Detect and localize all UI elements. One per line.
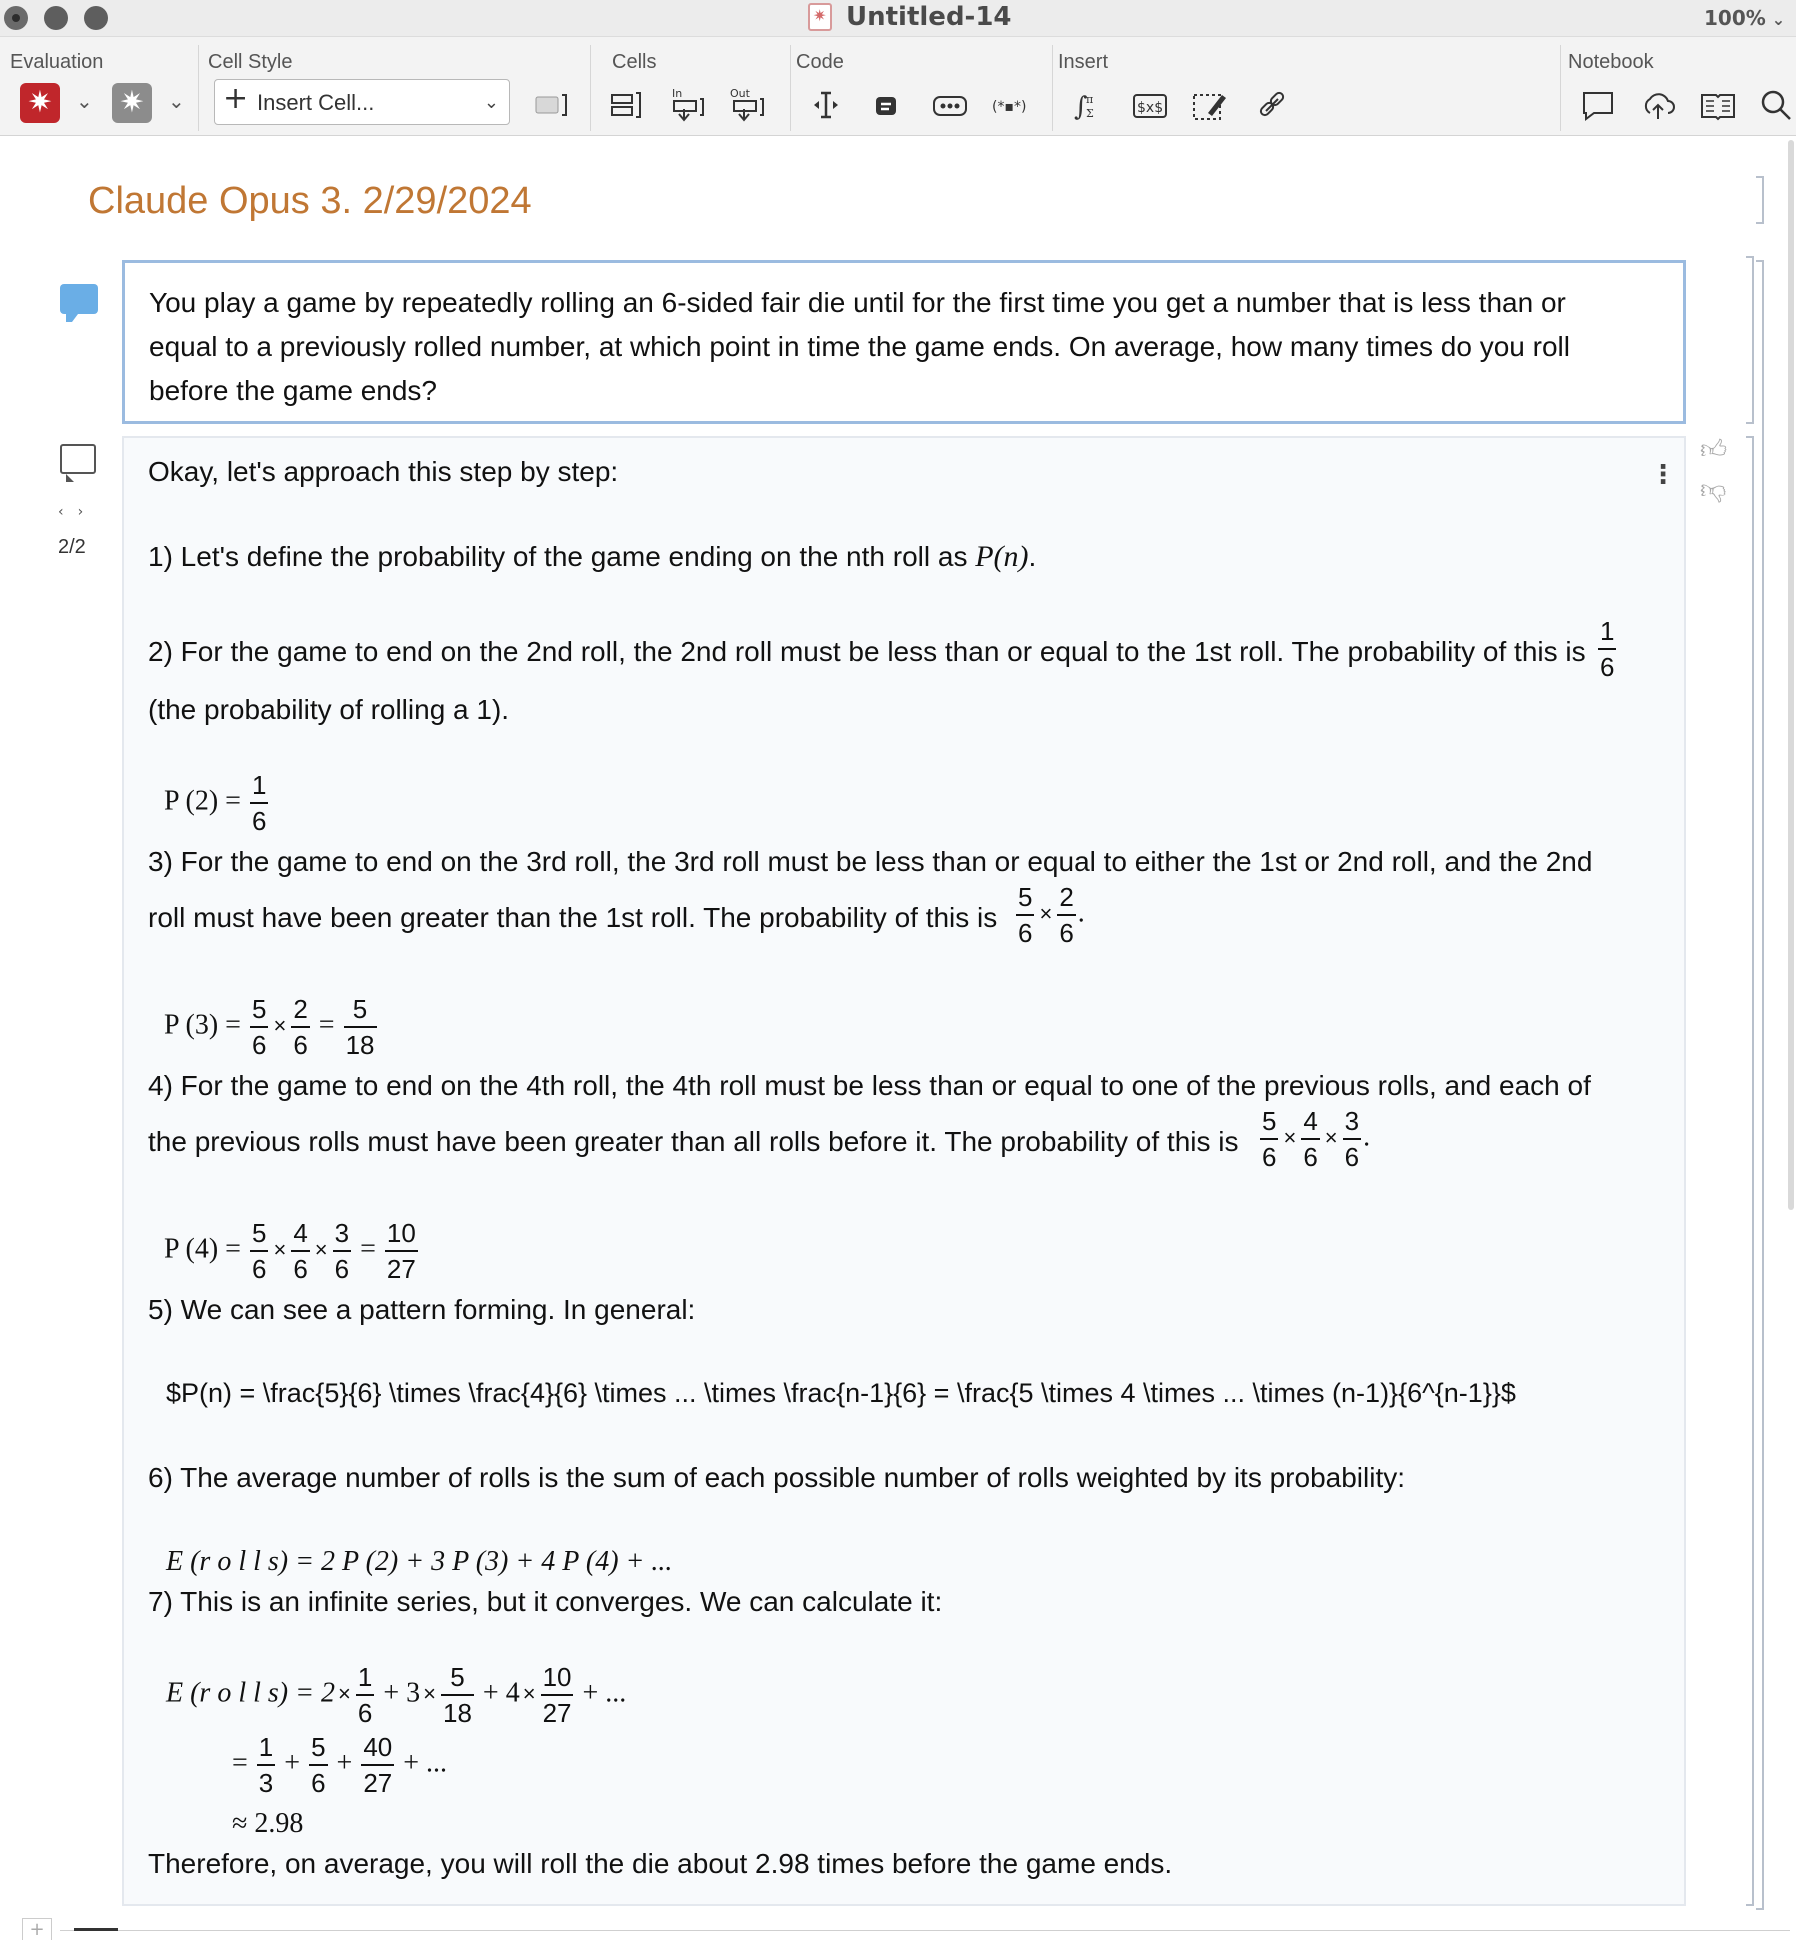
code-group-label: Code [796, 51, 844, 73]
cell-bracket[interactable] [1756, 176, 1764, 224]
chat-output-icon [60, 444, 96, 474]
conclusion: Therefore, on average, you will roll the die about 2.98 times before the game ends. [148, 1848, 1173, 1879]
cell-style-value: Insert Cell... [257, 90, 375, 115]
svg-text:$x$: $x$ [1137, 100, 1164, 116]
thumbs-up-icon[interactable]: 👍︎ [1700, 435, 1728, 465]
step-4-line-2: the previous rolls must have been greater than all rolls before it. The probability of this is [148, 1126, 1239, 1157]
inline-tex-icon[interactable] [1128, 83, 1172, 127]
cell-insertion-line[interactable] [74, 1928, 118, 1931]
toolbar-divider [1560, 45, 1561, 131]
equation-p2: P (2) = $\frac{1}{6}$ [164, 770, 267, 836]
gear-star-icon: ✷ [27, 85, 53, 120]
comment-code-icon[interactable] [990, 83, 1034, 127]
link-icon[interactable] [1250, 83, 1294, 127]
chat-input-cell[interactable] [122, 260, 1686, 424]
ellipsis-icon[interactable] [928, 83, 972, 127]
chevron-right-icon[interactable]: › [77, 504, 98, 520]
chevron-down-icon: ⌄ [483, 92, 499, 113]
expected-value-simplified: = $\frac{1}{3}$ + $\frac{5}{6}$ + $\frac{40}{27}$ + ... [232, 1732, 448, 1798]
toolbar-divider [1052, 45, 1053, 131]
step-1: 1) Let's define the probability of the game ending on the nth roll as P(n). [148, 540, 1037, 573]
step-3-line-2: roll must have been greater than the 1st roll. The probability of this is [148, 902, 998, 933]
insert-group-label: Insert [1058, 51, 1109, 73]
out-label: Out [730, 87, 750, 100]
chevron-down-icon: ⌄ [1771, 10, 1786, 29]
toolbar-divider [590, 45, 591, 131]
equation-p4: P (4) = $\frac{5}{6}$ × $\frac{4}{6}$ × $\frac{3}{6}$ = $\frac{10}{27}$ [164, 1218, 416, 1284]
add-cell-icon[interactable]: + [22, 1918, 52, 1940]
step-2-line-2: (the probability of rolling a 1). [148, 694, 510, 725]
title-bar [0, 0, 1796, 36]
document-icon [808, 3, 832, 31]
cell-group-bracket[interactable] [1756, 260, 1764, 1910]
svg-text:Σ: Σ [1086, 107, 1094, 120]
code-block-icon[interactable] [864, 83, 908, 127]
zoom-window-button[interactable] [84, 6, 108, 30]
scrollbar[interactable] [1788, 140, 1794, 1210]
cell-bracket-icon[interactable] [528, 83, 572, 127]
group-cells-icon[interactable] [604, 83, 648, 127]
expected-value-formula: E (r o l l s) = 2 P (2) + 3 P (3) + 4 P (4) + ... [166, 1546, 673, 1577]
evaluate-button[interactable] [20, 83, 60, 123]
toolbar-divider [198, 45, 199, 131]
in-label: In [672, 87, 683, 100]
svg-text:π: π [1086, 93, 1094, 106]
zoom-level: 100% [1704, 6, 1766, 30]
notebook-bottom-divider [60, 1930, 1790, 1931]
cell-style-dropdown[interactable] [214, 79, 510, 125]
abort-evaluation-button[interactable] [112, 83, 152, 123]
cells-group-label: Cells [612, 51, 657, 73]
plus-icon: + [223, 81, 249, 116]
close-window-button[interactable] [4, 6, 28, 30]
cloud-upload-icon[interactable] [1636, 83, 1680, 127]
notebook-toolbar [0, 36, 1796, 136]
toolbar-divider [790, 45, 791, 131]
step-2-line-1: 2) For the game to end on the 2nd roll, the 2nd roll must be less than or equal to the 1st roll. The probability of this is [148, 636, 1586, 667]
prompt-line: before the game ends? [149, 375, 437, 406]
svg-text:∫: ∫ [1074, 92, 1088, 122]
response-pager: 2/2 [58, 536, 86, 558]
minimize-window-button[interactable] [44, 6, 68, 30]
evaluation-group-label: Evaluation [10, 51, 104, 73]
cell-bracket[interactable] [1746, 256, 1754, 424]
cell-bracket[interactable] [1746, 436, 1754, 1906]
notebook-book-icon[interactable] [1696, 83, 1740, 127]
integral-sum-icon[interactable] [1066, 83, 1110, 127]
zoom-menu[interactable] [1704, 6, 1785, 30]
notebook-group-label: Notebook [1568, 51, 1654, 73]
expected-value-series: E (r o l l s) = 2 × $\frac{1}{6}$ + 3 × $\frac{5}{18}$ + 4 × $\frac{10}{27}$ + ... [166, 1662, 627, 1728]
prompt-line: You play a game by repeatedly rolling an 6-sided fair die until for the first time you get a number that is less than or [149, 287, 1566, 318]
evaluate-options-chevron-icon[interactable]: ⌄ [76, 89, 93, 113]
response-pager-arrows[interactable] [58, 504, 97, 520]
fraction-1-6: $\frac{1}{6}$ [1600, 616, 1615, 682]
step-6: 6) The average number of rolls is the sum of each possible number of rolls weighted by its probability: [148, 1462, 1406, 1493]
insert-input-cell-button[interactable] [666, 83, 710, 127]
chevron-left-icon[interactable]: ‹ [58, 504, 78, 520]
step-5: 5) We can see a pattern forming. In general: [148, 1294, 696, 1325]
drawing-pen-icon[interactable] [1188, 83, 1232, 127]
window-title: Untitled-14 [846, 2, 1012, 32]
math-pn: P(n) [975, 540, 1029, 573]
prompt-line: equal to a previously rolled number, at which point in time the game ends. On average, how many times do you roll [149, 331, 1570, 362]
response-intro: Okay, let's approach this step by step: [148, 456, 619, 487]
abort-options-chevron-icon[interactable]: ⌄ [168, 89, 185, 113]
notebook-title: Claude Opus 3. 2/29/2024 [88, 180, 532, 222]
step-5-latex: $P(n) = \frac{5}{6} \times \frac{4}{6} \times ... \times \frac{n-1}{6} = \frac{5 \times 4 \times ... \times (n-1)}{6^{n-1}}$ [166, 1378, 1516, 1408]
svg-text:(*▪*): (*▪*) [992, 99, 1027, 115]
text-cursor-icon[interactable] [804, 83, 848, 127]
more-options-icon[interactable]: ⋮ [1650, 460, 1676, 490]
search-icon[interactable] [1754, 83, 1796, 127]
equation-p3: P (3) = $\frac{5}{6}$ × $\frac{2}{6}$ = $\frac{5}{18}$ [164, 994, 375, 1060]
chat-input-icon [60, 284, 98, 314]
gear-star-icon: ✷ [119, 85, 145, 120]
chat-icon[interactable] [1576, 83, 1620, 127]
cell-style-group-label: Cell Style [208, 51, 293, 73]
step-7: 7) This is an infinite series, but it converges. We can calculate it: [148, 1586, 943, 1617]
insert-output-cell-button[interactable] [726, 83, 770, 127]
step-3-line-1: 3) For the game to end on the 3rd roll, the 3rd roll must be less than or equal to either the 1st or 2nd roll, and the 2nd [148, 846, 1593, 877]
fraction-product-4: $\frac{5}{6}$ × $\frac{4}{6}$ × $\frac{3}{6}$ . [1262, 1106, 1371, 1172]
fraction-product-3: $\frac{5}{6}$ × $\frac{2}{6}$ . [1018, 882, 1085, 948]
thumbs-down-icon[interactable]: 👎︎ [1700, 475, 1727, 505]
expected-value-approx: ≈ 2.98 [232, 1808, 304, 1839]
step-4-line-1: 4) For the game to end on the 4th roll, the 4th roll must be less than or equal to one of the previous rolls, and each of [148, 1070, 1591, 1101]
